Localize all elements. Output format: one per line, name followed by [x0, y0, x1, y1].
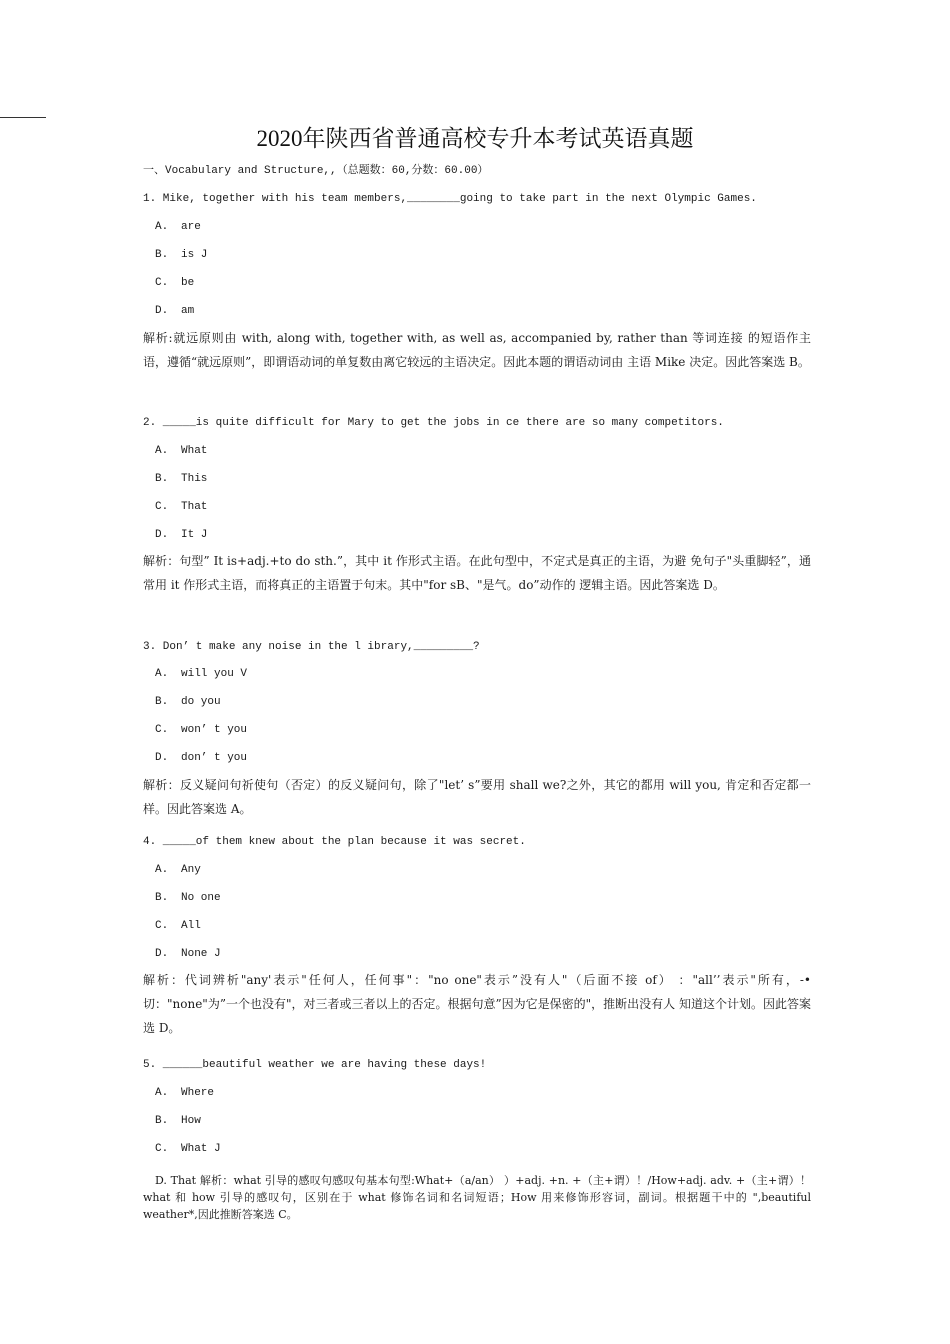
option-d: D. None J	[155, 948, 221, 960]
option-b: B. This	[155, 473, 208, 485]
analysis-text: 解析：反义疑问句祈使句（否定）的反义疑问句，除了"let’ s”要用 shall we?之外，其它的都用 will you, 肯定和否定都一样。因此答案选 A。	[143, 778, 811, 816]
question-stem: 1. Mike, together with his team members,________going to take part in the next Olympic Games.	[143, 193, 757, 205]
option-b: B. is J	[155, 249, 208, 261]
option-c: C. won’ t you	[155, 724, 248, 736]
option-c: C. All	[155, 920, 201, 932]
option-d: D. don’ t you	[155, 752, 248, 764]
analysis-text: 解析：代词辨析"any'表示"任何人，任何事"："no one"表示”没有人"（后面不接 of） ："all’’表示"所有，-•切："none"为”一个也没有"，对三者或三者以上的否定。根据句意”因为它是保密的"，推断出没有人 知道这个计划。因此答案选 D。	[143, 973, 811, 1035]
option-a: A. are	[155, 221, 201, 233]
page-title: 2020年陕西省普通高校专升本考试英语真题	[256, 126, 694, 151]
option-a: A. Any	[155, 864, 201, 876]
option-b: B. How	[155, 1115, 201, 1127]
question-stem: 2. _____is quite difficult for Mary to get the jobs in ce there are so many competitors.	[143, 417, 724, 429]
section-heading: 一、Vocabulary and Structure,,（总题数：60,分数：60.00）	[143, 165, 489, 177]
option-c: C. What J	[155, 1143, 221, 1155]
question-stem: 4. _____of them knew about the plan because it was secret.	[143, 836, 526, 848]
option-a: A. Where	[155, 1087, 215, 1099]
option-a: A. will you V	[155, 668, 248, 680]
analysis-text: D. That 解析：what 引导的感叹句感叹句基本句型:What+（a/an） ）+adj. +n. +（主+谓）！/How+adj. adv. +（主+谓）！ what 和 how 引导的感叹句，区别在于 what 修饰名词和名词短语；How 用来修饰形容词，副词。根据题干中的 ",beautiful weather*,因此推断答案选 C。	[143, 1174, 811, 1221]
option-a: A. What	[155, 445, 208, 457]
analysis-text: 解析：句型” It is+adj.+to do sth.”，其中 it 作形式主语。在此句型中，不定式是真正的主语，为避 免句子"头重脚轻”，通常用 it 作形式主语，而将真正的主语置于句末。其中"for sB、"是气。do”动作的 逻辑主语。因此答案选 D。	[143, 554, 811, 592]
option-d: D. It J	[155, 529, 208, 541]
option-d: D. am	[155, 305, 195, 317]
question-stem: 3. Don’ t make any noise in the l ibrary,_________?	[143, 641, 480, 653]
question-stem: 5. ______beautiful weather we are having these days!	[143, 1059, 487, 1071]
analysis-text: 解析:就远原则由 with, along with, together with, as well as, accompanied by, rather than 等词连接 的短语作主语，遵循“就远原则”，即谓语动词的单复数由离它较远的主语决定。因此本题的谓语动词由 主语 Mike 决定。因此答案选 B。	[143, 331, 811, 369]
option-b: B. do you	[155, 696, 221, 708]
option-c: C. That	[155, 501, 208, 513]
option-b: B. No one	[155, 892, 221, 904]
option-c: C. be	[155, 277, 195, 289]
top-rule	[0, 117, 46, 118]
